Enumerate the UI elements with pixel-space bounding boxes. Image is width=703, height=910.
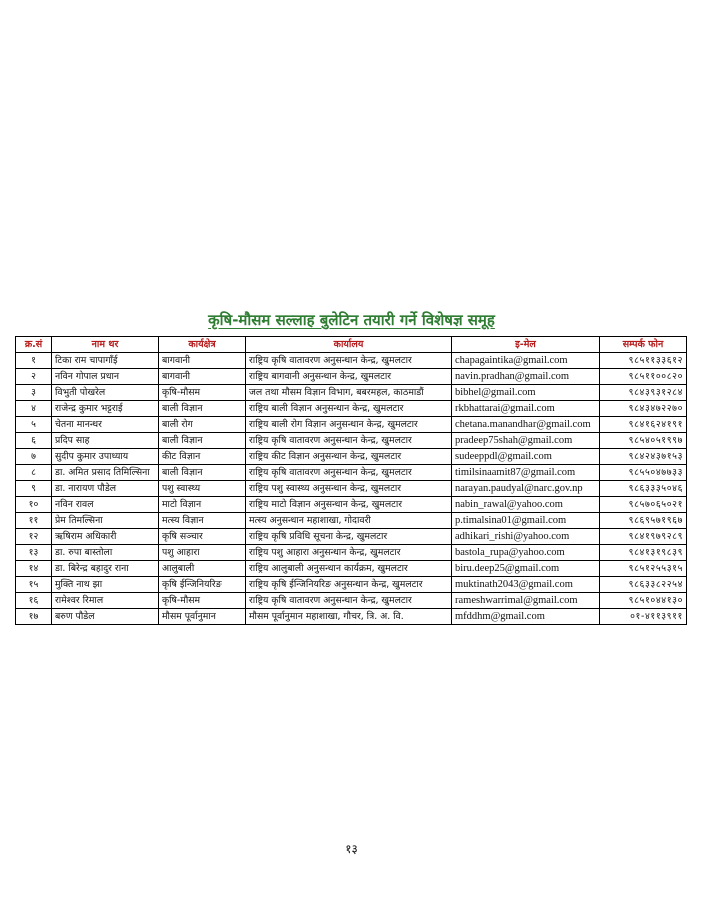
cell-field: बागवानी: [159, 353, 246, 369]
cell-field: कृषि-मौसम: [159, 385, 246, 401]
cell-email[interactable]: rameshwarrimal@gmail.com: [452, 593, 600, 609]
cell-field: बाली विज्ञान: [159, 433, 246, 449]
cell-serial: ६: [16, 433, 52, 449]
cell-office: राष्ट्रिय बागवानी अनुसन्धान केन्द्र, खुमलटार: [246, 369, 452, 385]
cell-office: राष्ट्रिय कृषि ईन्जिनियरिङ अनुसन्धान केन्द्र, खुमलटार: [246, 577, 452, 593]
cell-name: प्रेम तिमल्सिना: [52, 513, 159, 529]
cell-serial: १६: [16, 593, 52, 609]
cell-phone: ९८५५०४७७३३: [600, 465, 687, 481]
cell-field: माटो विज्ञान: [159, 497, 246, 513]
cell-phone: ०१-४११३९११: [600, 609, 687, 625]
cell-name: डा. अमित प्रसाद तिमिल्सिना: [52, 465, 159, 481]
cell-field: बाली विज्ञान: [159, 465, 246, 481]
cell-email[interactable]: mfddhm@gmail.com: [452, 609, 600, 625]
cell-field: पशु आहारा: [159, 545, 246, 561]
table-row: [16, 593, 687, 609]
cell-serial: १५: [16, 577, 52, 593]
cell-serial: ९: [16, 481, 52, 497]
cell-name: नविन गोपाल प्रधान: [52, 369, 159, 385]
cell-serial: ११: [16, 513, 52, 529]
cell-phone: ९८५४०५१९९७: [600, 433, 687, 449]
cell-phone: ९८६९५७१९६७: [600, 513, 687, 529]
cell-serial: ३: [16, 385, 52, 401]
header-email: इ-मेल: [452, 337, 600, 353]
cell-serial: १७: [16, 609, 52, 625]
table-row: [16, 401, 687, 417]
cell-phone: ९८६३३३५०४६: [600, 481, 687, 497]
cell-name: डा. नारायण पौडेल: [52, 481, 159, 497]
header-name: नाम थर: [52, 337, 159, 353]
table-header-row: [16, 337, 687, 353]
cell-email[interactable]: sudeeppdl@gmail.com: [452, 449, 600, 465]
cell-office: राष्ट्रिय कृषि वातावरण अनुसन्धान केन्द्र, खुमलटार: [246, 593, 452, 609]
cell-name: राजेन्द्र कुमार भट्टराई: [52, 401, 159, 417]
cell-email[interactable]: navin.pradhan@gmail.com: [452, 369, 600, 385]
cell-field: कीट विज्ञान: [159, 449, 246, 465]
table-row: [16, 529, 687, 545]
table-row: [16, 609, 687, 625]
cell-field: कृषि ईन्जिनियरिङ: [159, 577, 246, 593]
cell-name: नविन रावल: [52, 497, 159, 513]
cell-field: बाली विज्ञान: [159, 401, 246, 417]
cell-email[interactable]: chapagaintika@gmail.com: [452, 353, 600, 369]
cell-phone: ९८५१२५५३१५: [600, 561, 687, 577]
table-row: [16, 513, 687, 529]
cell-office: राष्ट्रिय बाली रोग विज्ञान अनुसन्धान केन्द्र, खुमलटार: [246, 417, 452, 433]
cell-email[interactable]: muktinath2043@gmail.com: [452, 577, 600, 593]
table-row: [16, 465, 687, 481]
cell-office: राष्ट्रिय कृषि वातावरण अनुसन्धान केन्द्र, खुमलटार: [246, 433, 452, 449]
expert-table: [15, 336, 687, 625]
cell-field: कृषि-मौसम: [159, 593, 246, 609]
cell-name: डा. बिरेन्द्र बहादुर राना: [52, 561, 159, 577]
table-row: [16, 577, 687, 593]
cell-phone: ९८४३४७२२७०: [600, 401, 687, 417]
cell-office: राष्ट्रिय कीट विज्ञान अनुसन्धान केन्द्र, खुमलटार: [246, 449, 452, 465]
header-office: कार्यालय: [246, 337, 452, 353]
cell-office: राष्ट्रिय पशु आहारा अनुसन्धान केन्द्र, खुमलटार: [246, 545, 452, 561]
cell-serial: ५: [16, 417, 52, 433]
cell-phone: ९८५१०४४१३०: [600, 593, 687, 609]
cell-email[interactable]: nabin_rawal@yahoo.com: [452, 497, 600, 513]
table-row: [16, 449, 687, 465]
cell-serial: ८: [16, 465, 52, 481]
cell-field: कृषि सञ्चार: [159, 529, 246, 545]
cell-field: पशु स्वास्थ्य: [159, 481, 246, 497]
cell-serial: ७: [16, 449, 52, 465]
cell-phone: ९८५११००८२०: [600, 369, 687, 385]
table-row: [16, 353, 687, 369]
table-row: [16, 481, 687, 497]
table-row: [16, 545, 687, 561]
cell-email[interactable]: chetana.manandhar@gmail.com: [452, 417, 600, 433]
cell-email[interactable]: bastola_rupa@yahoo.com: [452, 545, 600, 561]
cell-email[interactable]: timilsinaamit87@gmail.com: [452, 465, 600, 481]
cell-office: राष्ट्रिय आलुबाली अनुसन्धान कार्यक्रम, खुमलटार: [246, 561, 452, 577]
cell-office: राष्ट्रिय बाली विज्ञान अनुसन्धान केन्द्र, खुमलटार: [246, 401, 452, 417]
cell-name: ऋषिराम अधिकारी: [52, 529, 159, 545]
cell-phone: ९८५११३३६१२: [600, 353, 687, 369]
cell-office: जल तथा मौसम विज्ञान विभाग, बबरमहल, काठमाडौं: [246, 385, 452, 401]
cell-serial: १३: [16, 545, 52, 561]
cell-office: राष्ट्रिय कृषि प्रविधि सूचना केन्द्र, खुमलटार: [246, 529, 452, 545]
header-phone: सम्पर्क फोन: [600, 337, 687, 353]
cell-phone: ९८४१६२४१९१: [600, 417, 687, 433]
cell-name: चेतना मानन्धर: [52, 417, 159, 433]
cell-name: मुक्ति नाथ झा: [52, 577, 159, 593]
cell-field: आलुबाली: [159, 561, 246, 577]
cell-email[interactable]: p.timalsina01@gmail.com: [452, 513, 600, 529]
cell-office: मत्स्य अनुसन्धान महाशाखा, गोदावरी: [246, 513, 452, 529]
cell-office: राष्ट्रिय पशु स्वास्थ्य अनुसन्धान केन्द्र, खुमलटार: [246, 481, 452, 497]
cell-phone: ९८६३३८२२५४: [600, 577, 687, 593]
cell-name: सुदीप कुमार उपाध्याय: [52, 449, 159, 465]
cell-email[interactable]: bibhel@gmail.com: [452, 385, 600, 401]
header-field: कार्यक्षेत्र: [159, 337, 246, 353]
cell-email[interactable]: rkbhattarai@gmail.com: [452, 401, 600, 417]
cell-field: मौसम पूर्वानुमान: [159, 609, 246, 625]
cell-office: मौसम पूर्वानुमान महाशाखा, गौचर, त्रि. अ. वि.: [246, 609, 452, 625]
cell-email[interactable]: biru.deep25@gmail.com: [452, 561, 600, 577]
cell-serial: १: [16, 353, 52, 369]
cell-name: विभुती पोखरेल: [52, 385, 159, 401]
title-text: कृषि-मौसम सल्लाह बुलेटिन तयारी गर्ने विशेषज्ञ समूह: [208, 311, 495, 329]
page-number: १३: [345, 842, 358, 856]
cell-name: बरुण पौडेल: [52, 609, 159, 625]
table-row: [16, 385, 687, 401]
cell-phone: ९८४३९३१२८४: [600, 385, 687, 401]
cell-name: डा. रुपा बास्तोला: [52, 545, 159, 561]
cell-office: राष्ट्रिय कृषि वातावरण अनुसन्धान केन्द्र, खुमलटार: [246, 465, 452, 481]
cell-field: बागवानी: [159, 369, 246, 385]
table-row: [16, 561, 687, 577]
table-row: [16, 417, 687, 433]
cell-serial: ४: [16, 401, 52, 417]
cell-phone: ९८४१३१९८३९: [600, 545, 687, 561]
page-title: [0, 311, 703, 329]
cell-field: मत्स्य विज्ञान: [159, 513, 246, 529]
cell-serial: १०: [16, 497, 52, 513]
cell-phone: ९८४१९७९२८९: [600, 529, 687, 545]
cell-office: राष्ट्रिय माटो विज्ञान अनुसन्धान केन्द्र, खुमलटार: [246, 497, 452, 513]
cell-name: टिका राम चापागाँई: [52, 353, 159, 369]
cell-office: राष्ट्रिय कृषि वातावरण अनुसन्धान केन्द्र, खुमलटार: [246, 353, 452, 369]
table-row: [16, 497, 687, 513]
cell-email[interactable]: adhikari_rishi@yahoo.com: [452, 529, 600, 545]
header-serial: क्र.सं: [16, 337, 52, 353]
cell-name: प्रदिप साह: [52, 433, 159, 449]
cell-phone: ९८५७०६५०२१: [600, 497, 687, 513]
cell-phone: ९८४२४३७१५३: [600, 449, 687, 465]
cell-name: रामेश्वर रिमाल: [52, 593, 159, 609]
cell-email[interactable]: narayan.paudyal@narc.gov.np: [452, 481, 600, 497]
cell-email[interactable]: pradeep75shah@gmail.com: [452, 433, 600, 449]
cell-serial: १२: [16, 529, 52, 545]
table-row: [16, 369, 687, 385]
cell-serial: १४: [16, 561, 52, 577]
cell-serial: २: [16, 369, 52, 385]
table-row: [16, 433, 687, 449]
cell-field: बाली रोग: [159, 417, 246, 433]
